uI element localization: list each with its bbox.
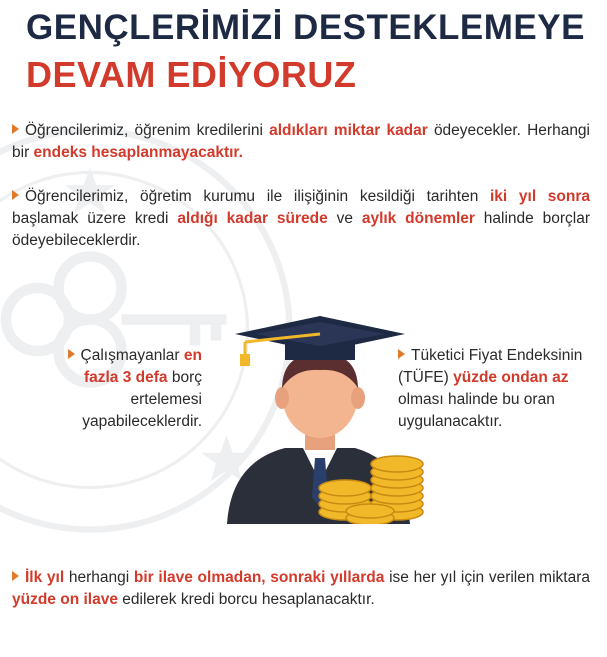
bullet-icon: [12, 571, 19, 581]
graduate-illustration: [205, 312, 435, 524]
bullet-icon: [12, 124, 19, 134]
bullet-icon: [12, 190, 19, 200]
info-paragraph-1: Öğrencilerimiz, öğrenim kredilerini aldıkları miktar kadar ödeyecekler. Herhangi bir endeks hesaplanmayacaktır.: [12, 122, 590, 161]
page-title: GENÇLERİMİZİ DESTEKLEMEYE: [26, 8, 585, 47]
info-paragraph-2: Öğrencilerimiz, öğretim kurumu ile ilişiğinin kesildiği tarihten iki yıl sonra başlamak üzere kredi aldığı kadar sürede ve aylık dönemler halinde borçlar ödeyebileceklerdir.: [12, 188, 591, 249]
info-paragraph-5: İlk yıl herhangi bir ilave olmadan, sonraki yıllarda ise her yıl için verilen miktara yüzde on ilave edilerek kredi borcu hesaplanacaktır.: [12, 569, 590, 608]
info-paragraph-3: Çalışmayanlar en fazla 3 defa borç ertelemesi yapabileceklerdir.: [40, 345, 202, 433]
bullet-icon: [68, 349, 75, 359]
page-subtitle: DEVAM EDİYORUZ: [26, 54, 357, 95]
info-paragraph-4: Tüketici Fiyat Endeksinin (TÜFE) yüzde ondan az olması halinde bu oran uygulanacaktır.: [398, 347, 583, 430]
